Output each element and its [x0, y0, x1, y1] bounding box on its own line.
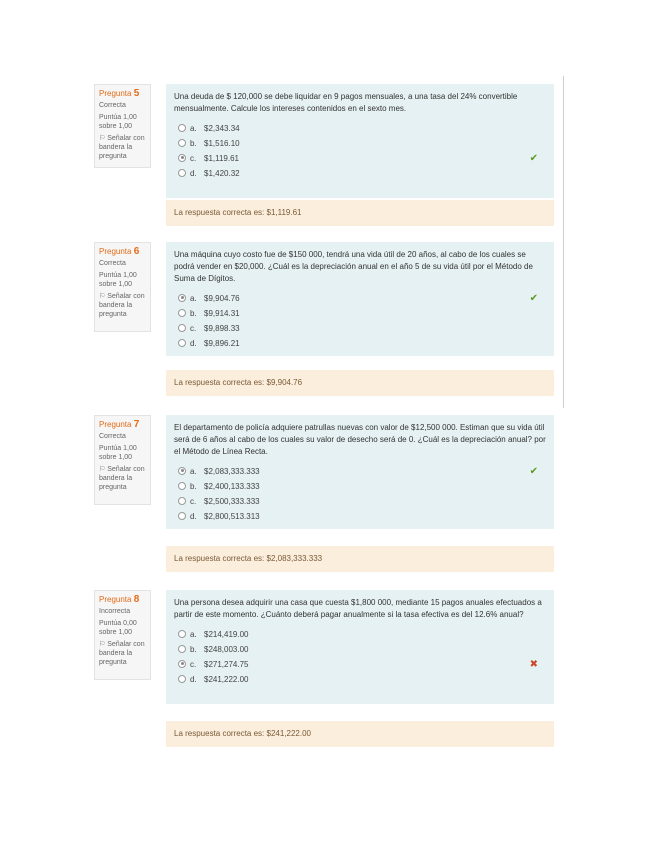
flag-question-link[interactable]: ⚐ Señalar con bandera la pregunta: [99, 135, 145, 160]
option-letter: d.: [190, 169, 197, 178]
answer-option[interactable]: [174, 336, 546, 351]
radio-button[interactable]: [178, 154, 186, 162]
option-letter: c.: [190, 324, 197, 333]
correct-answer-feedback: La respuesta correcta es: $2,083,333.333: [166, 546, 554, 572]
question-text: Una máquina cuyo costo fue de $150 000, tendrá una vida útil de 20 años, al cabo de los cuales se podrá vender en $20,000. ¿Cuál es la depreciación anual en el año 5 de su vida útil por el Método de Suma de Dígitos.: [174, 250, 533, 283]
option-value: $9,914.31: [204, 309, 240, 318]
option-value: $9,896.21: [204, 339, 240, 348]
option-value: $1,420.32: [204, 169, 240, 178]
answer-option[interactable]: [174, 479, 546, 494]
answer-option[interactable]: [174, 306, 546, 321]
answer-option[interactable]: [174, 657, 546, 672]
radio-button[interactable]: [178, 512, 186, 520]
radio-button[interactable]: [178, 497, 186, 505]
option-value: $271,274.75: [204, 660, 249, 669]
question-info-panel: [94, 590, 151, 680]
question-info-panel: [94, 242, 151, 332]
correct-answer-feedback: La respuesta correcta es: $1,119.61: [166, 200, 554, 226]
answer-options: [174, 121, 546, 181]
radio-button[interactable]: [178, 630, 186, 638]
radio-button[interactable]: [178, 294, 186, 302]
option-letter: c.: [190, 497, 197, 506]
option-letter: a.: [190, 294, 197, 303]
option-letter: c.: [190, 154, 197, 163]
answer-options: [174, 291, 546, 351]
question-status: Correcta: [99, 260, 126, 267]
answer-option[interactable]: [174, 151, 546, 166]
question-mark: Puntúa 1,00 sobre 1,00: [99, 272, 137, 288]
question-number: Pregunta 7: [99, 419, 140, 430]
question-text: Una deuda de $ 120,000 se debe liquidar en 9 pagos mensuales, a una tasa del 24% convertible mensualmente. Calcule los intereses contenidos en el sexto mes.: [174, 92, 518, 113]
radio-button[interactable]: [178, 309, 186, 317]
radio-button[interactable]: [178, 482, 186, 490]
flag-icon: ⚐: [99, 641, 106, 648]
question-content: [166, 242, 554, 356]
option-letter: d.: [190, 512, 197, 521]
radio-button[interactable]: [178, 169, 186, 177]
option-letter: b.: [190, 482, 197, 491]
radio-button[interactable]: [178, 324, 186, 332]
option-letter: a.: [190, 467, 197, 476]
flag-icon: ⚐: [99, 466, 106, 473]
option-letter: b.: [190, 139, 197, 148]
answer-options: [174, 627, 546, 687]
answer-option[interactable]: [174, 464, 546, 479]
question-content: [166, 415, 554, 529]
answer-options: [174, 464, 546, 524]
question-number: Pregunta 6: [99, 246, 140, 257]
radio-button[interactable]: [178, 675, 186, 683]
option-letter: d.: [190, 675, 197, 684]
option-value: $248,003.00: [204, 645, 249, 654]
option-value: $2,400,133.333: [204, 482, 260, 491]
check-icon: ✔: [529, 293, 538, 304]
answer-option[interactable]: [174, 627, 546, 642]
question-content: [166, 84, 554, 198]
option-letter: b.: [190, 645, 197, 654]
option-value: $241,222.00: [204, 675, 249, 684]
option-value: $214,419.00: [204, 630, 249, 639]
page-divider-line: [563, 76, 564, 408]
question-text: Una persona desea adquirir una casa que cuesta $1,800 000, mediante 15 pagos anuales efectuados a partir de este momento. ¿Cuánto deberá pagar anualmente si la tasa efectiva es del 12.6% anual?: [174, 598, 542, 619]
answer-option[interactable]: [174, 509, 546, 524]
answer-option[interactable]: [174, 321, 546, 336]
check-icon: ✔: [529, 153, 538, 164]
radio-button[interactable]: [178, 660, 186, 668]
option-letter: d.: [190, 339, 197, 348]
radio-button[interactable]: [178, 339, 186, 347]
option-value: $9,898.33: [204, 324, 240, 333]
radio-button[interactable]: [178, 645, 186, 653]
correct-answer-feedback: La respuesta correcta es: $241,222.00: [166, 721, 554, 747]
option-letter: a.: [190, 124, 197, 133]
answer-option[interactable]: [174, 136, 546, 151]
correct-answer-feedback: La respuesta correcta es: $9,904.76: [166, 370, 554, 396]
option-value: $2,083,333.333: [204, 467, 260, 476]
radio-button[interactable]: [178, 124, 186, 132]
question-mark: Puntúa 0,00 sobre 1,00: [99, 620, 137, 636]
flag-icon: ⚐: [99, 135, 106, 142]
question-number: Pregunta 8: [99, 594, 140, 605]
question-number: Pregunta 5: [99, 88, 140, 99]
option-value: $1,119.61: [204, 154, 239, 163]
option-value: $9,904.76: [204, 294, 240, 303]
option-letter: b.: [190, 309, 197, 318]
option-value: $1,516.10: [204, 139, 240, 148]
option-value: $2,343.34: [204, 124, 240, 133]
option-value: $2,500,333.333: [204, 497, 260, 506]
answer-option[interactable]: [174, 291, 546, 306]
question-text: El departamento de policía adquiere patrullas nuevas con valor de $12,500 000. Estiman que su vida útil será de 6 años al cabo de los cuales su valor de desecho será de 0. ¿Cuál es la depreciación anual? por el Método de Línea Recta.: [174, 423, 546, 456]
question-status: Correcta: [99, 102, 126, 109]
question-status: Correcta: [99, 433, 126, 440]
check-icon: ✔: [529, 466, 538, 477]
question-mark: Puntúa 1,00 sobre 1,00: [99, 445, 137, 461]
option-letter: c.: [190, 660, 197, 669]
answer-option[interactable]: [174, 642, 546, 657]
cross-icon: ✖: [529, 659, 538, 670]
answer-option[interactable]: [174, 166, 546, 181]
answer-option[interactable]: [174, 121, 546, 136]
question-content: [166, 590, 554, 704]
option-letter: a.: [190, 630, 197, 639]
answer-option[interactable]: [174, 672, 546, 687]
flag-question-link[interactable]: ⚐ Señalar con bandera la pregunta: [99, 641, 145, 666]
flag-icon: ⚐: [99, 293, 106, 300]
flag-question-link[interactable]: ⚐ Señalar con bandera la pregunta: [99, 293, 145, 318]
option-value: $2,800,513.313: [204, 512, 260, 521]
question-status: Incorrecta: [99, 608, 131, 615]
question-info-panel: [94, 84, 151, 168]
radio-button[interactable]: [178, 467, 186, 475]
answer-option[interactable]: [174, 494, 546, 509]
question-mark: Puntúa 1,00 sobre 1,00: [99, 114, 137, 130]
question-info-panel: [94, 415, 151, 505]
flag-question-link[interactable]: ⚐ Señalar con bandera la pregunta: [99, 466, 145, 491]
radio-button[interactable]: [178, 139, 186, 147]
